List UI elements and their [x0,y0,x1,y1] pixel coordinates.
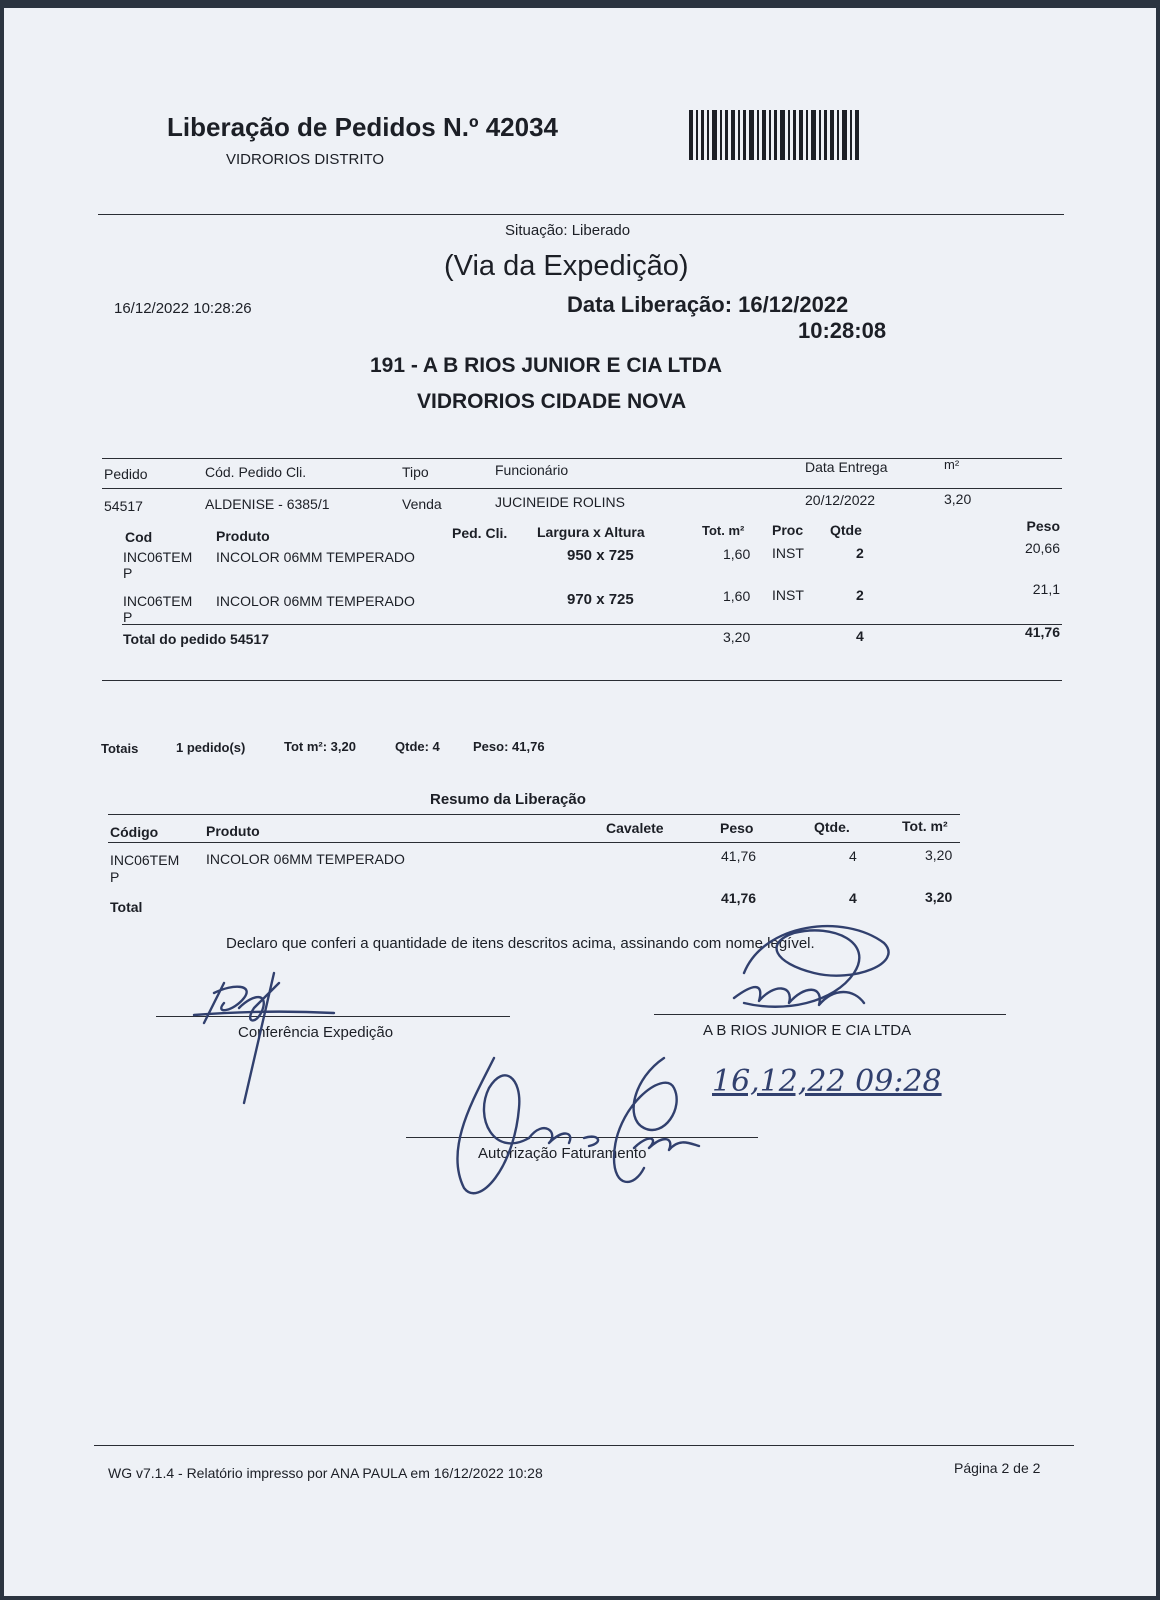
barcode-icon [689,110,861,160]
summary-codigo-suffix: P [110,869,120,885]
items-header-tot-m2: Tot. m² [702,523,745,538]
summary-header-peso: Peso [720,820,754,836]
item-peso: 20,66 [1024,540,1060,556]
item-produto: INCOLOR 06MM TEMPERADO [216,549,415,565]
customer-name: 191 - A B RIOS JUNIOR E CIA LTDA [370,354,722,377]
item-peso: 21,1 [1032,581,1060,597]
item-dimensions: 950 x 725 [567,547,634,564]
col-header-cod-cli: Cód. Pedido Cli. [205,464,307,480]
totals-peso: Peso: 41,76 [473,739,545,754]
totals-qtde: Qtde: 4 [395,739,440,754]
summary-title: Resumo da Liberação [430,791,586,808]
summary-total-label: Total [110,899,143,915]
item-qtde: 2 [856,545,864,561]
items-header-proc: Proc [772,522,804,538]
footer-rule [94,1445,1074,1446]
totals-pedidos: 1 pedido(s) [176,740,246,755]
signature-label-autorizacao: Autorização Faturamento [478,1145,647,1162]
signature-line-autorizacao [406,1137,758,1138]
signature-autorizacao-scribble [434,1038,734,1208]
situation-label: Situação: Liberado [505,222,631,239]
item-cod-suffix: P [123,565,133,581]
signature-label-cliente: A B RIOS JUNIOR E CIA LTDA [703,1022,912,1039]
col-header-data-entrega: Data Entrega [805,459,888,475]
items-header-qtde: Qtde [830,522,862,538]
signature-line-cliente [654,1014,1006,1015]
order-cod-cli: ALDENISE - 6385/1 [205,496,330,512]
summary-tot-m2: 3,20 [925,847,953,863]
col-header-tipo: Tipo [402,464,429,480]
summary-header-cavalete: Cavalete [606,820,664,836]
summary-top-rule [108,814,960,815]
declaration-text: Declaro que conferi a quantidade de itens descritos acima, assinando com nome legível. [226,935,815,952]
item-cod: INC06TEM [123,593,193,609]
items-header-produto: Produto [216,528,270,544]
summary-header-qtde: Qtde. [814,819,850,835]
order-table-bottom-rule [102,680,1062,681]
signature-label-conferencia: Conferência Expedição [238,1024,394,1041]
order-total-peso: 41,76 [1024,624,1060,640]
order-total-m2: 3,20 [723,629,751,645]
item-tot-m2: 1,60 [723,588,751,604]
order-tipo: Venda [402,496,442,512]
handwritten-date: 16,12,22 09:28 [712,1064,942,1099]
col-header-m2: m² [944,457,960,472]
document-title: Liberação de Pedidos N.º 42034 [167,112,558,142]
header-divider [98,214,1064,215]
printed-timestamp: 16/12/2022 10:28:26 [114,300,252,317]
item-proc: INST [772,587,804,603]
release-date: Data Liberação: 16/12/2022 [567,292,849,317]
release-time: 10:28:08 [798,318,887,343]
item-cod-suffix: P [123,609,133,625]
document-page [4,8,1156,1596]
order-pedido: 54517 [104,498,143,514]
order-data-entrega: 20/12/2022 [805,492,876,508]
item-proc: INST [772,545,804,561]
company-name: VIDRORIOS DISTRITO [226,151,385,168]
items-header-largura-altura: Largura x Altura [537,524,645,540]
customer-branch: VIDRORIOS CIDADE NOVA [417,390,687,413]
item-qtde: 2 [856,587,864,603]
footer-page-number: Página 2 de 2 [954,1460,1041,1476]
signature-line-conferencia [156,1016,510,1017]
summary-codigo: INC06TEM [110,852,180,868]
summary-qtde: 4 [849,848,857,864]
summary-produto: INCOLOR 06MM TEMPERADO [206,851,405,867]
summary-header-rule [108,842,960,843]
signature-cliente-scribble [704,913,904,1023]
order-m2: 3,20 [944,491,972,507]
items-header-cod: Cod [125,529,153,545]
item-dimensions: 970 x 725 [567,591,634,608]
order-total-label: Total do pedido 54517 [123,631,269,647]
summary-header-codigo: Código [110,824,159,840]
summary-total-m2: 3,20 [925,889,953,905]
totals-m2: Tot m²: 3,20 [284,739,356,754]
items-header-peso: Peso [1026,518,1060,534]
footer-printed-by: WG v7.1.4 - Relatório impresso por ANA PAULA em 16/12/2022 10:28 [108,1465,543,1481]
order-total-qtde: 4 [856,628,864,644]
item-cod: INC06TEM [123,549,193,565]
items-header-ped-cli: Ped. Cli. [452,525,508,541]
col-header-funcionario: Funcionário [495,462,569,478]
totals-label: Totais [101,741,139,756]
summary-total-peso: 41,76 [721,890,757,906]
summary-header-produto: Produto [206,823,260,839]
order-funcionario: JUCINEIDE ROLINS [495,494,625,510]
order-total-rule [122,624,1062,625]
col-header-pedido: Pedido [104,466,148,482]
order-table-top-rule [102,458,1062,459]
order-header-rule [102,488,1062,489]
summary-peso: 41,76 [721,848,757,864]
summary-total-qtde: 4 [849,890,857,906]
summary-header-tot-m2: Tot. m² [902,818,948,834]
item-produto: INCOLOR 06MM TEMPERADO [216,593,415,609]
item-tot-m2: 1,60 [723,546,751,562]
copy-label: (Via da Expedição) [444,250,689,282]
